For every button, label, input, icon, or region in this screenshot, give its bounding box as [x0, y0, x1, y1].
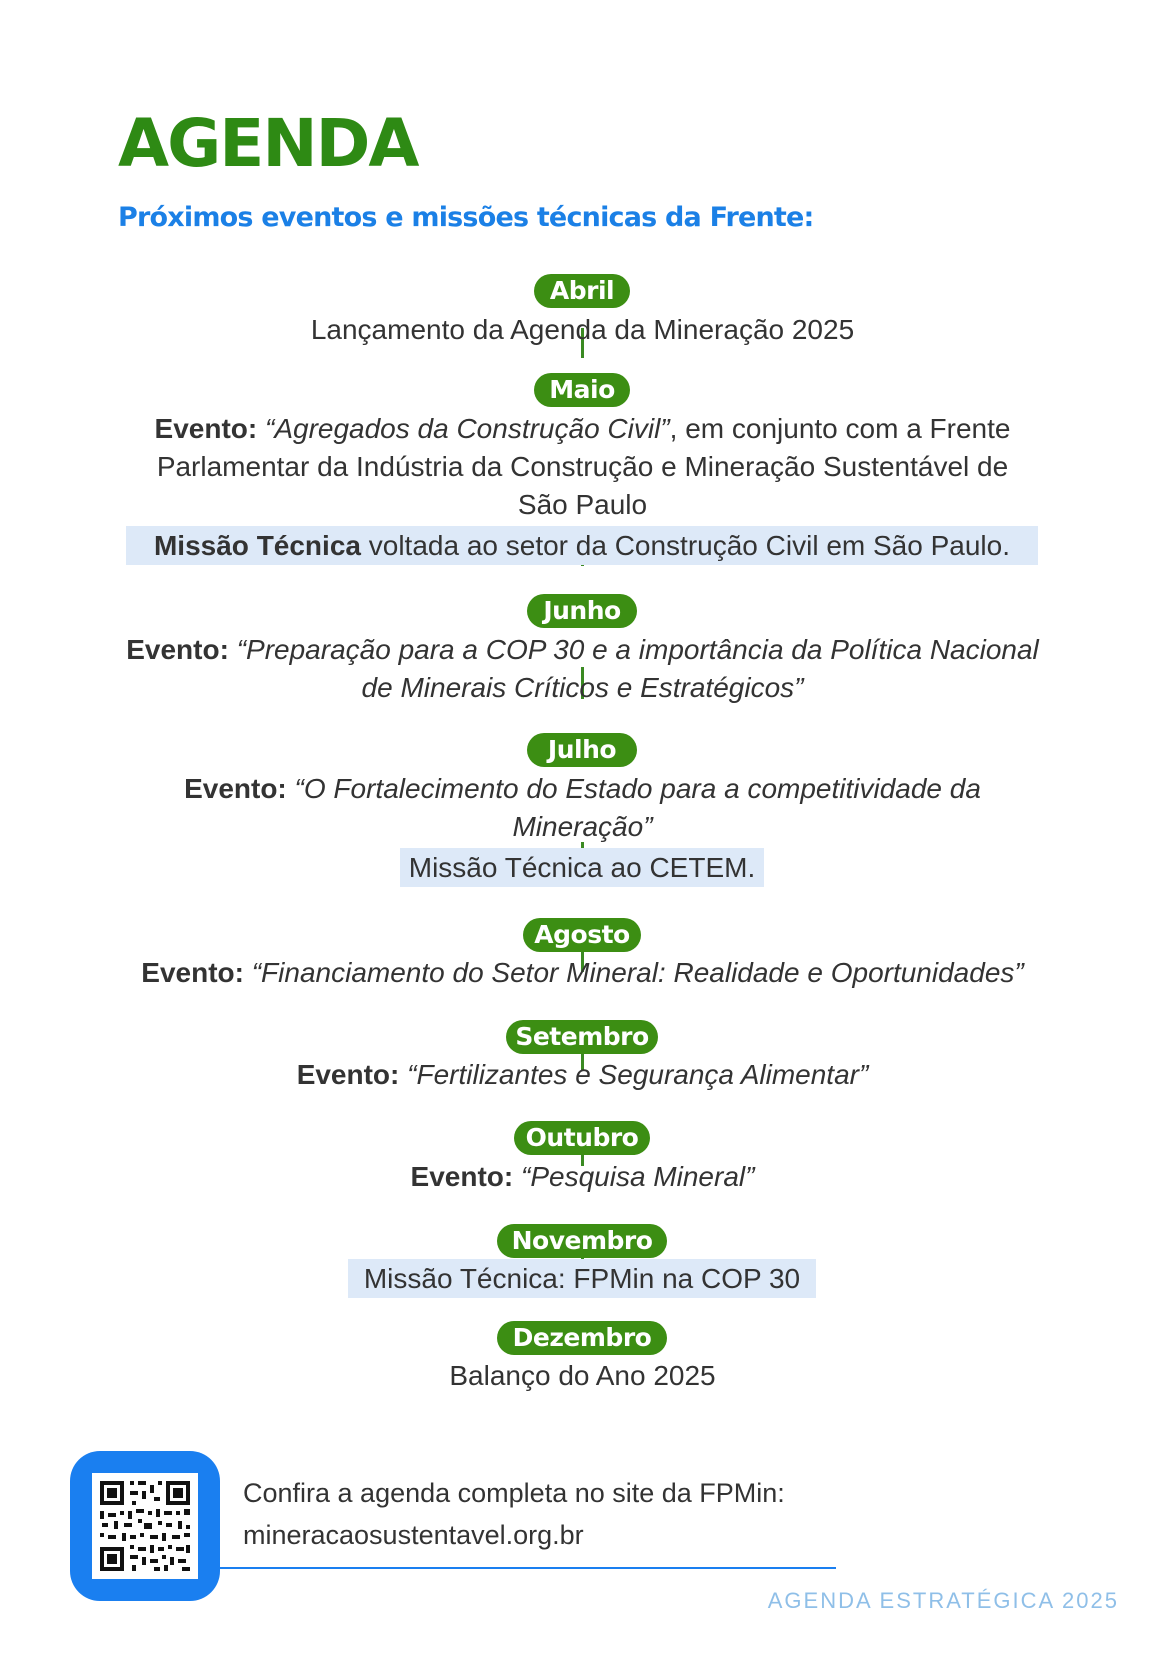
maio-event-line2: Parlamentar da Indústria da Construção e Mineração Sustentável de [156, 451, 1009, 482]
maio-event-line3: São Paulo [517, 489, 648, 520]
qr-code-background [92, 1473, 198, 1579]
event-label: Evento: [126, 634, 229, 665]
maio-mission-text: voltada ao setor da Construção Civil em São Paulo. [360, 530, 1010, 561]
event-label: Evento: [296, 1059, 400, 1090]
qr-code-icon[interactable] [92, 1473, 198, 1579]
month-badge-dezembro: Dezembro [497, 1321, 667, 1355]
dezembro-text: Balanço do Ano 2025 [449, 1360, 716, 1391]
setembro-event [100, 1056, 1065, 1094]
footer-site-link[interactable]: mineracaosustentavel.org.br [243, 1520, 584, 1550]
novembro-mission-highlight: Missão Técnica: FPMin na COP 30 [348, 1259, 816, 1298]
junho-event-line1: “Preparação para a COP 30 e a importância da Política Nacional [236, 634, 1039, 665]
julho-event-line1: “O Fortalecimento do Estado para a competitividade da [294, 773, 981, 804]
event-label: Evento: [141, 957, 244, 988]
abril-text: Lançamento da Agenda da Mineração 2025 [310, 314, 855, 345]
agosto-event-title: “Financiamento do Setor Mineral: Realidade e Oportunidades” [251, 957, 1024, 988]
footer-cta: Confira a agenda completa no site da FPMin: [243, 1478, 785, 1508]
maio-mission-highlight [126, 526, 1038, 565]
agosto-event [100, 954, 1065, 992]
footer-divider [220, 1567, 836, 1569]
abril-entry [100, 311, 1065, 349]
event-label: Evento: [154, 413, 258, 444]
month-badge-novembro: Novembro [497, 1224, 667, 1258]
corner-label: AGENDA ESTRATÉGICA 2025 [767, 1588, 1119, 1613]
maio-mission-label: Missão Técnica [153, 530, 361, 561]
footer-text [243, 1472, 785, 1556]
maio-event-rest: , em conjunto com a Frente [669, 413, 1011, 444]
event-label: Evento: [410, 1161, 514, 1192]
month-badge-outubro: Outubro [514, 1121, 650, 1155]
julho-event-line2: Mineração” [512, 811, 653, 842]
outubro-event-title: “Pesquisa Mineral” [521, 1161, 755, 1192]
month-badge-agosto: Agosto [523, 918, 641, 952]
month-badge-setembro: Setembro [506, 1020, 658, 1054]
setembro-event-title: “Fertilizantes e Segurança Alimentar” [407, 1059, 869, 1090]
junho-event-line2: de Minerais Críticos e Estratégicos” [361, 672, 804, 703]
maio-event-title: “Agregados da Construção Civil” [265, 413, 670, 444]
month-badge-julho: Julho [527, 733, 637, 767]
event-label: Evento: [184, 773, 287, 804]
page-subtitle: Próximos eventos e missões técnicas da Frente: [118, 202, 814, 233]
julho-mission-highlight: Missão Técnica ao CETEM. [400, 848, 764, 887]
maio-event [100, 410, 1065, 524]
qr-code-frame [70, 1451, 220, 1601]
julho-event [100, 770, 1065, 846]
dezembro-entry [100, 1357, 1065, 1395]
page-title: AGENDA [118, 105, 418, 182]
junho-event [100, 631, 1065, 707]
outubro-event [100, 1158, 1065, 1196]
month-badge-abril: Abril [534, 274, 630, 308]
month-badge-maio: Maio [534, 373, 630, 407]
month-badge-junho: Junho [527, 594, 637, 628]
